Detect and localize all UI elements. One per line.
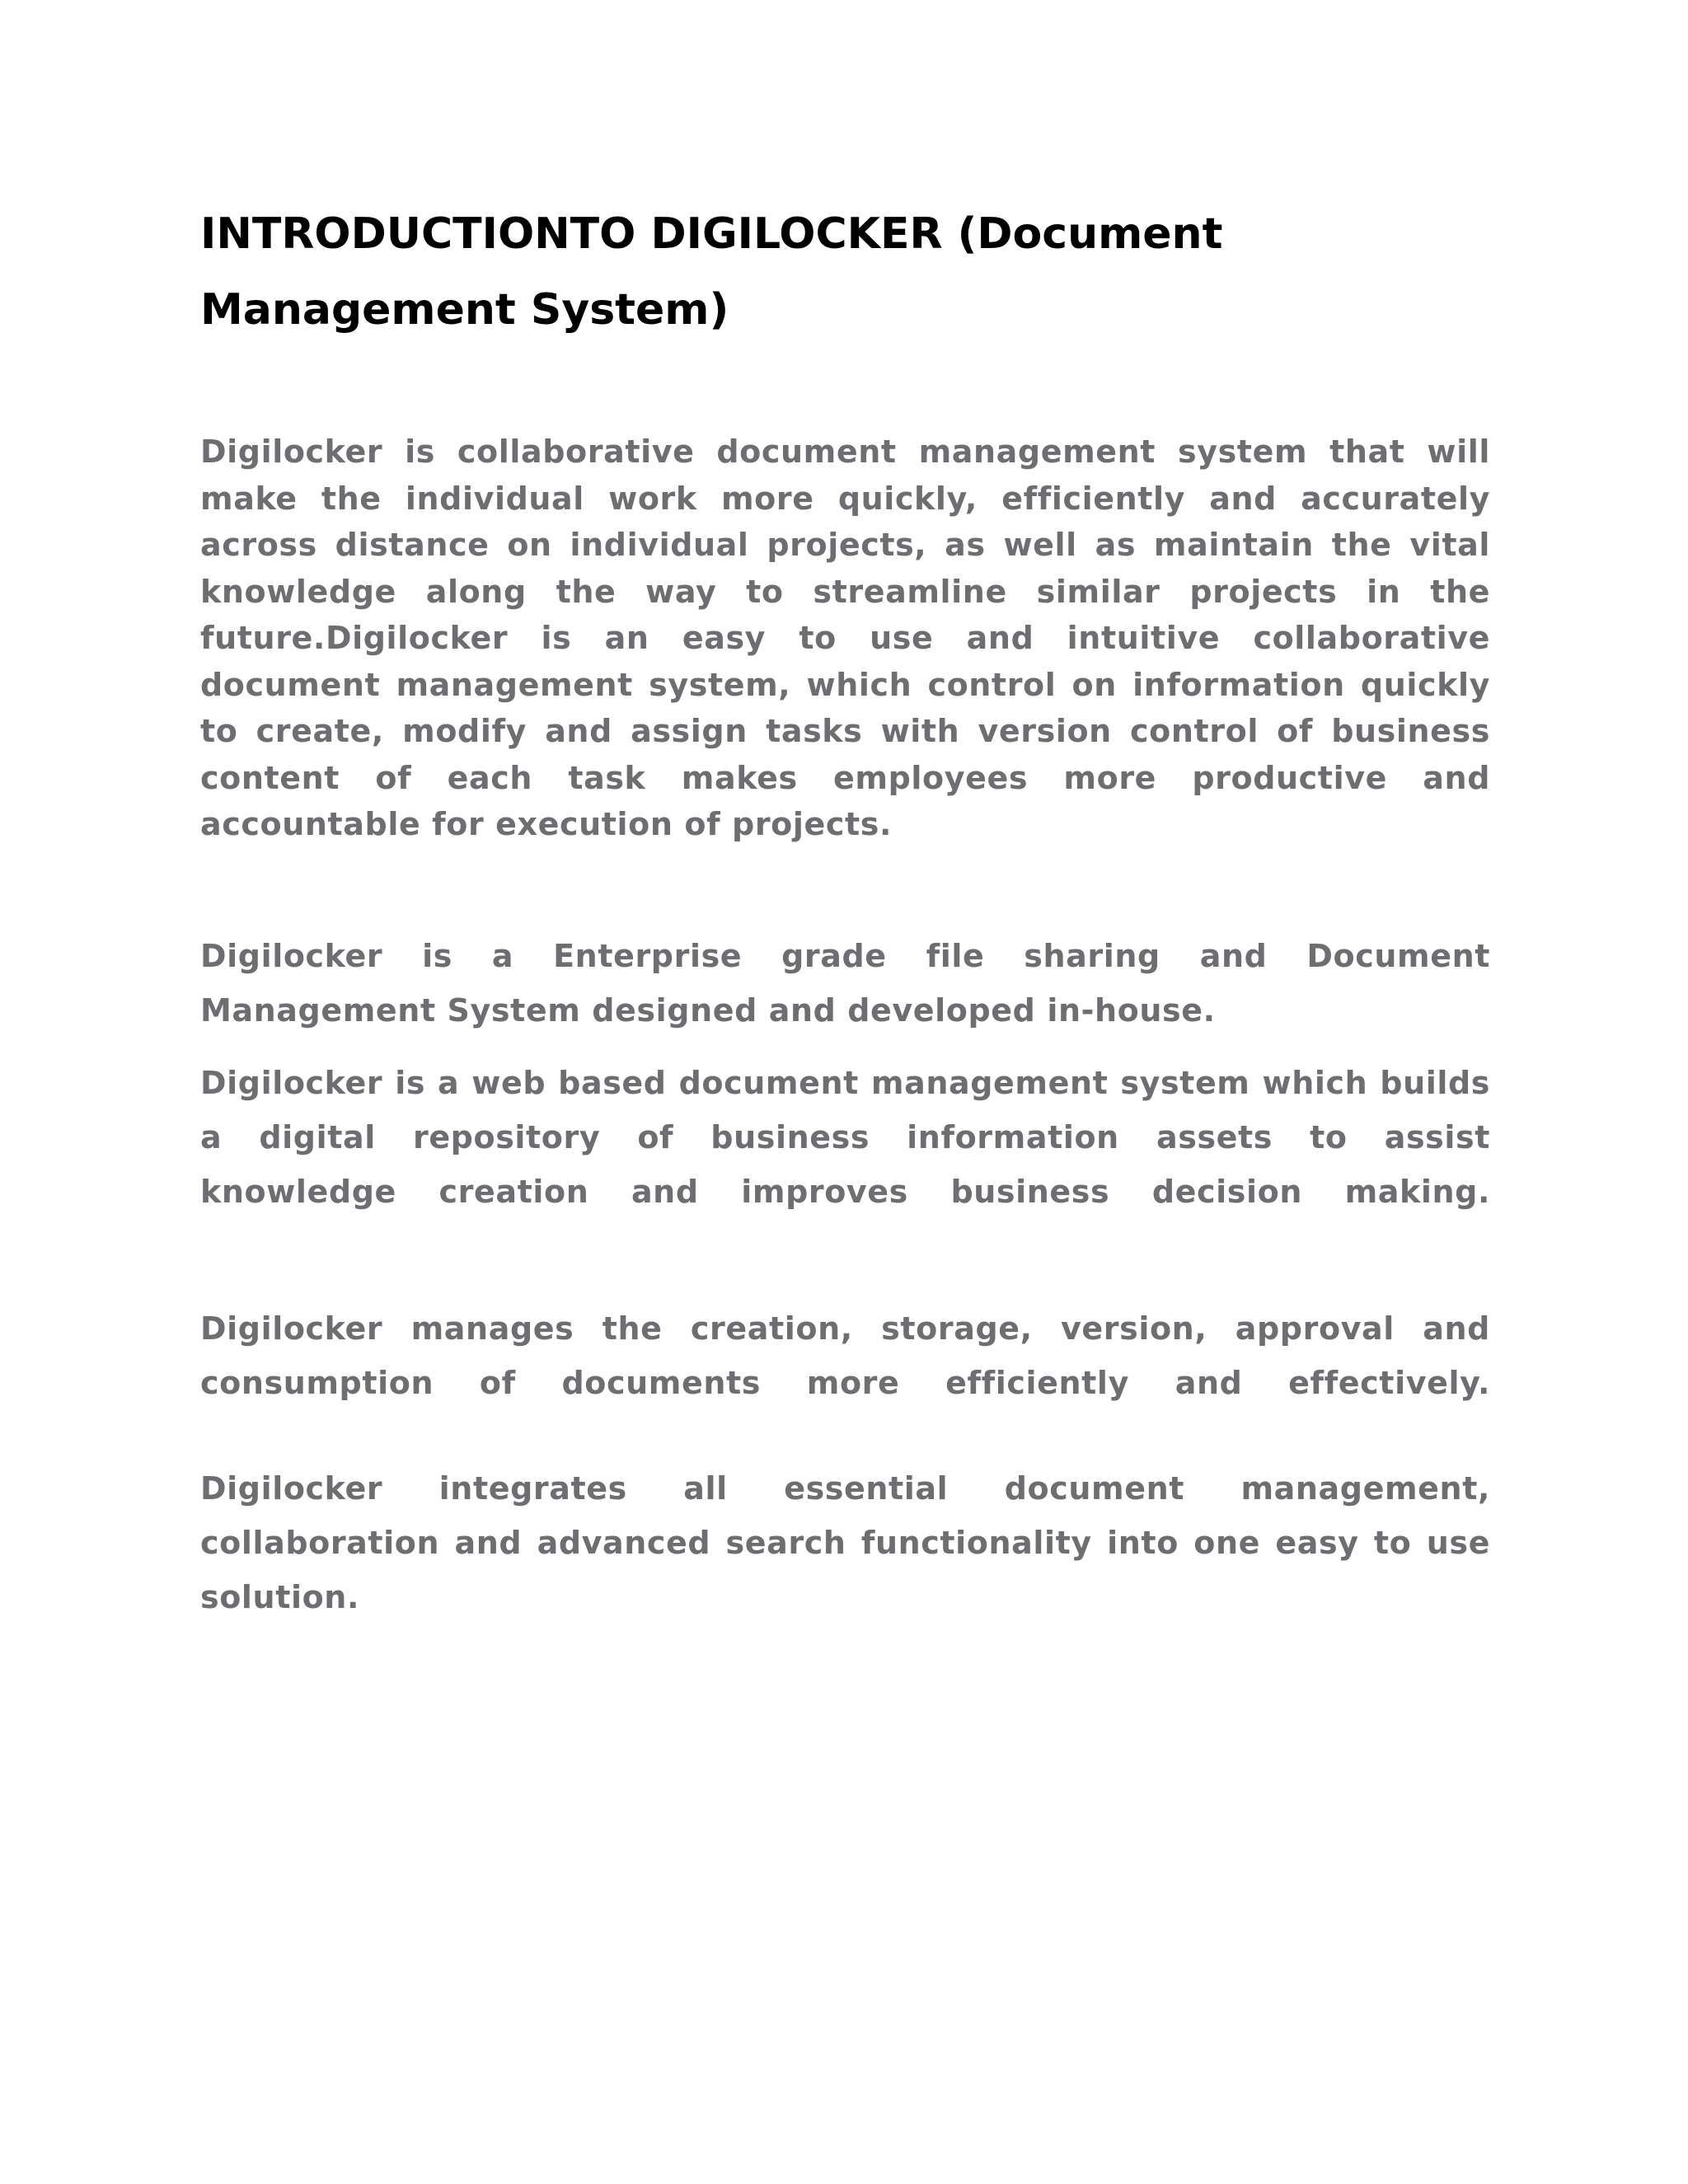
paragraph-enterprise: Digilocker is a Enterprise grade file sharing and Document Management System designed and developed in-house. (200, 937, 1490, 1029)
paragraph-integrates: Digilocker integrates all essential document management, collaboration and advanced search functionality into one easy to use solution. (200, 1469, 1490, 1615)
paragraph-web-based: Digilocker is a web based document management system which builds a digital repository of business information assets to assist knowledge creation and improves business decision making. (200, 1064, 1490, 1210)
paragraph-overview: Digilocker is collaborative document management system that will make the individual work more quickly, efficiently and accurately across distance on individual projects, as well as maintain the vital knowledge along the way to streamline similar projects in the future.Digilocker is an easy to use and intuitive collaborative document management system, which control on information quickly to create, modify and assign tasks with version control of business content of each task makes employees more productive and accountable for execution of projects. (200, 434, 1490, 842)
document-title: INTRODUCTIONTO DIGILOCKER (Document Management System) (200, 209, 1223, 335)
document-body (200, 196, 1490, 1624)
paragraph-manages: Digilocker manages the creation, storage, version, approval and consumption of documents more efficiently and effectively. (200, 1310, 1490, 1401)
